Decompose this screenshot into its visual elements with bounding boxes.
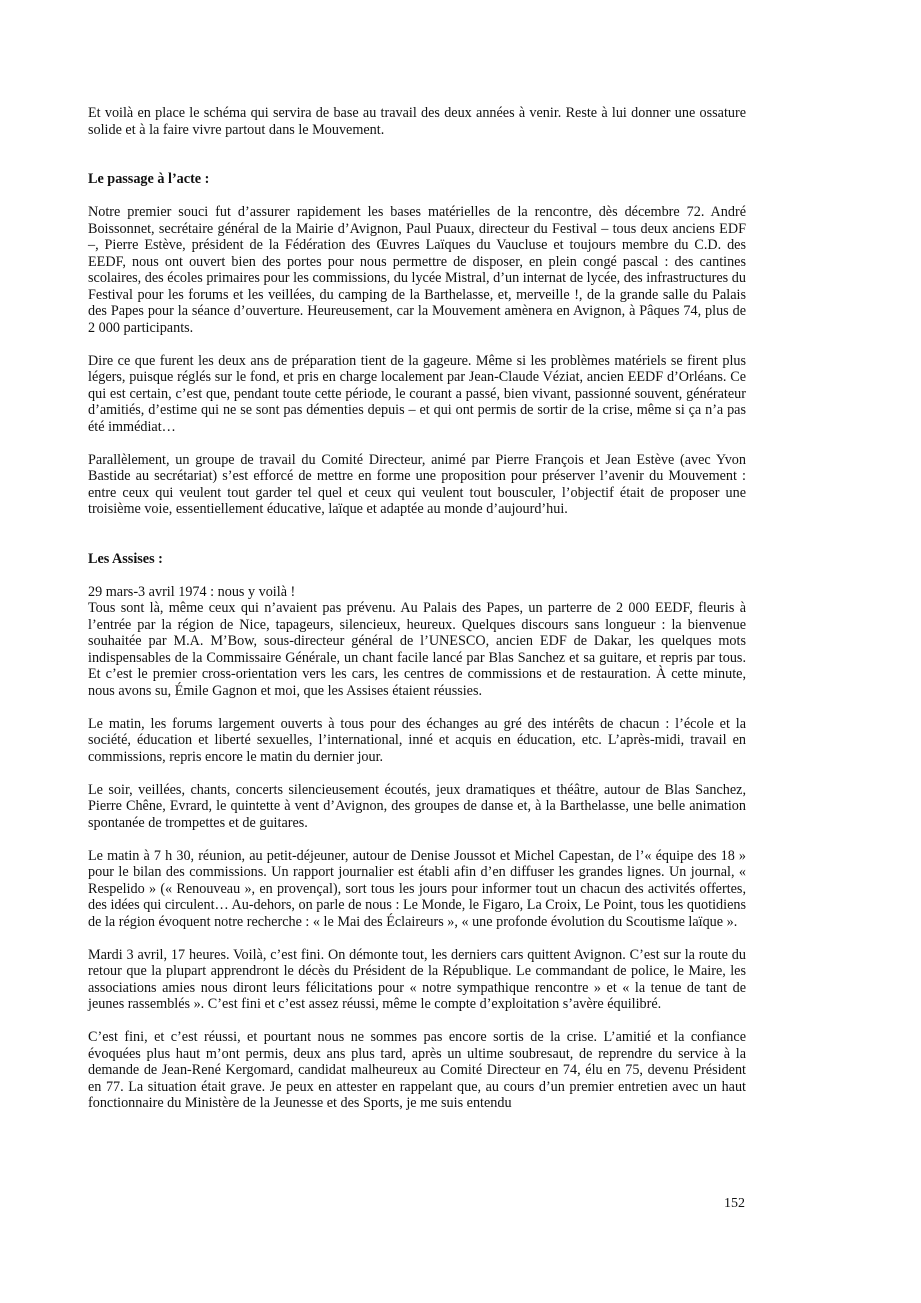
paragraph-passage-3: Parallèlement, un groupe de travail du Comité Directeur, animé par Pierre François et Jean Estève (avec Yvon Bastide au secrétariat) s’est efforcé de mettre en forme une proposition pour préserver l’avenir du Mouvement : entre ceux qui veulent tout garder tel quel et ceux qui veulent tout bousculer, l’objectif était de proposer une troisième voie, essentiellement éducative, laïque et adaptée au monde d’aujourd’hui. <box>88 451 746 517</box>
paragraph-assises-2: Le matin, les forums largement ouverts à tous pour des échanges au gré des intérêts de chacun : l’école et la société, éducation et liberté sexuelles, l’international, inné et acquis en éducation, etc. L’après-midi, travail en commissions, repris encore le matin du dernier jour. <box>88 715 746 765</box>
paragraph-assises-4: Le matin à 7 h 30, réunion, au petit-déjeuner, autour de Denise Joussot et Michel Capestan, de l’« équipe des 18 » pour le bilan des commissions. Un rapport journalier est établi afin d’en diffuser les grandes lignes. Un journal, « Respelido » (« Renouveau », en provençal), sort tous les jours pour informer tout un chacun des activités offertes, des idées qui circulent… Au-dehors, on parle de nous : Le Monde, le Figaro, La Croix, Le Point, tous les quotidiens de la région évoquent notre recherche : « le Mai des Éclaireurs », « une profonde évolution du Scoutisme laïque ». <box>88 847 746 930</box>
paragraph-assises-1: Tous sont là, même ceux qui n’avaient pas prévenu. Au Palais des Papes, un parterre de 2 000 EEDF, fleuris à l’entrée par la région de Nice, tapageurs, silencieux, heureux. Quelques discours sans longueur : la bienvenue souhaitée par M.A. M’Bow, sous-directeur général de l’UNESCO, ancien EDF de Dakar, les quelques mots indispensables de la Commissaire Générale, un chant facile lancé par Blas Sanchez et sa guitare, et repris par tous. Et c’est le premier cross-orientation vers les cars, les centres de commissions et de restauration. À cette minute, nous avons su, Émile Gagnon et moi, que les Assises étaient réussies. <box>88 600 746 699</box>
intro-paragraph: Et voilà en place le schéma qui servira de base au travail des deux années à venir. Reste à lui donner une ossature solide et à la faire vivre partout dans le Mouvement. <box>88 105 746 138</box>
paragraph-assises-date: 29 mars-3 avril 1974 : nous y voilà ! <box>88 583 296 600</box>
section-heading-assises: Les Assises : <box>88 550 163 567</box>
paragraph-assises-3: Le soir, veillées, chants, concerts silencieusement écoutés, jeux dramatiques et théâtre, autour de Blas Sanchez, Pierre Chêne, Evrard, le quintette à vent d’Avignon, des groupes de danse et, à la Barthelasse, une belle animation spontanée de trompettes et de guitares. <box>88 781 746 831</box>
page-number: 152 <box>724 1196 745 1211</box>
document-page <box>88 105 746 1112</box>
paragraph-passage-2: Dire ce que furent les deux ans de préparation tient de la gageure. Même si les problèmes matériels se firent plus légers, puisque réglés sur le fond, et pris en charge localement par Jean-Claude Véziat, ancien EEDF d’Orléans. Ce qui est certain, c’est que, pendant toute cette période, le courant a passé, bien vivant, passionné souvent, générateur d’amitiés, d’estime qui ne se sont pas démenties depuis – et qui ont permis de sortir de la crise, même si ça n’a pas été immédiat… <box>88 352 746 435</box>
section-heading-passage: Le passage à l’acte : <box>88 171 210 187</box>
paragraph-assises-5: Mardi 3 avril, 17 heures. Voilà, c’est fini. On démonte tout, les derniers cars quittent Avignon. C’est sur la route du retour que la plupart apprendront le décès du Président de la République. Le commandant de police, le Maire, les associations amies nous diront leurs félicitations pour « notre sympathique rencontre » et « la tenue de tant de jeunes rassemblés ». C’est fini et c’est assez réussi, même le compte d’exploitation s’avère équilibré. <box>88 946 746 1012</box>
paragraph-passage-1: Notre premier souci fut d’assurer rapidement les bases matérielles de la rencontre, dès décembre 72. André Boissonnet, secrétaire général de la Mairie d’Avignon, Paul Puaux, directeur du Festival – tous deux anciens EDF –, Pierre Estève, président de la Fédération des Œuvres Laïques du Vaucluse et toujours membre du C.D. des EEDF, nous ont ouvert bien des portes pour nous permettre de disposer, en plein congé pascal : des cantines scolaires, des écoles primaires pour les commissions, du lycée Mistral, d’un internat de lycée, des infrastructures du Festival pour les forums et les veillées, du camping de la Barthelasse, et, merveille !, de la grande salle du Palais des Papes pour la séance d’ouverture. Heureusement, car la Mouvement amènera en Avignon, à Pâques 74, plus de 2 000 participants. <box>88 204 746 336</box>
paragraph-assises-6: C’est fini, et c’est réussi, et pourtant nous ne sommes pas encore sortis de la crise. L’amitié et la confiance évoquées plus haut m’ont permis, deux ans plus tard, après un ultime soubresaut, de reprendre du service à la demande de Jean-René Kergomard, candidat malheureux au Comité Directeur en 74, élu en 75, devenu Président en 77. La situation était grave. Je peux en attester en rappelant que, au cours d’un premier entretien avec un haut fonctionnaire du Ministère de la Jeunesse et des Sports, je me suis entendu <box>88 1029 746 1111</box>
